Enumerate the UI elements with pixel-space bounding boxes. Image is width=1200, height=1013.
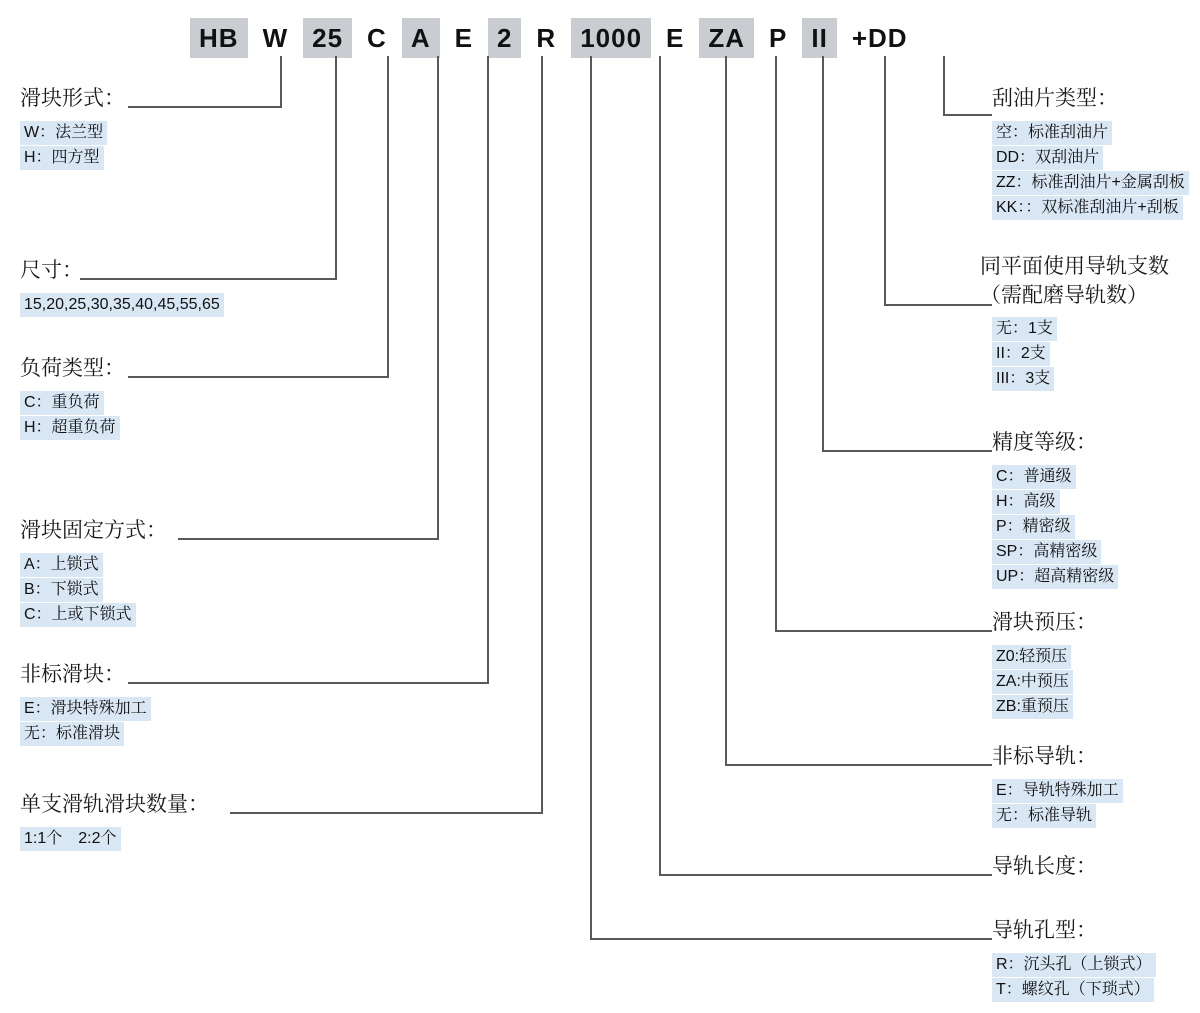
leader-line-fixing <box>437 56 439 540</box>
option-item: C：上或下锁式 <box>20 603 136 627</box>
leader-line-fixing-h <box>178 538 439 540</box>
option-item: C：普通级 <box>992 465 1076 489</box>
leader-line-rail-length <box>659 56 661 876</box>
leader-line-nonstd-slider <box>487 56 489 684</box>
code-segment-p: P <box>769 23 788 53</box>
option-item: DD：双刮油片 <box>992 146 1103 170</box>
leader-line-preload <box>775 56 777 632</box>
code-segment-e1: E <box>454 23 473 53</box>
option-item: H：高级 <box>992 490 1060 514</box>
leader-line-load-type <box>387 56 389 378</box>
option-item: B：下锁式 <box>20 578 103 602</box>
leader-line-accuracy <box>822 56 824 452</box>
leader-line-load-type-h <box>128 376 389 378</box>
option-item: E：滑块特殊加工 <box>20 697 151 721</box>
block-fixing-method-title: 滑块固定方式： <box>20 519 167 542</box>
block-load-type-title: 负荷类型： <box>20 357 125 380</box>
block-accuracy-grade-title: 精度等级： <box>992 431 1097 454</box>
block-nonstandard-slider <box>20 660 151 747</box>
block-rail-count <box>980 252 1169 392</box>
option-item: T：螺纹孔（下琐式） <box>992 978 1154 1002</box>
block-hole-type-title: 导轨孔型： <box>992 919 1097 942</box>
block-rail-count-options <box>992 317 1169 391</box>
option-item: Z0:轻预压 <box>992 645 1071 669</box>
option-item: 15,20,25,30,35,40,45,55,65 <box>20 293 224 317</box>
code-segment-hb: HB <box>190 18 248 58</box>
block-nonstandard-rail-options <box>992 779 1123 828</box>
option-item: II：2支 <box>992 342 1050 366</box>
block-load-type <box>20 354 125 441</box>
leader-line-wiper <box>943 56 945 116</box>
code-segment-dd: +DD <box>851 23 908 53</box>
code-segment-w: W <box>262 23 289 53</box>
block-accuracy-grade <box>992 428 1118 590</box>
block-slider-type <box>20 84 125 171</box>
block-slider-type-title: 滑块形式： <box>20 87 125 110</box>
block-load-type-options <box>20 391 125 440</box>
block-fixing-method-options <box>20 553 167 627</box>
option-item: UP：超高精密级 <box>992 565 1118 589</box>
option-item: SP：高精密级 <box>992 540 1101 564</box>
code-segment-e2: E <box>666 23 685 53</box>
block-slider-quantity-title: 单支滑轨滑块数量： <box>20 793 209 816</box>
code-segment-c: C <box>367 23 387 53</box>
block-preload-title: 滑块预压： <box>992 611 1097 634</box>
block-nonstandard-rail <box>992 742 1123 829</box>
leader-line-preload-h <box>775 630 992 632</box>
option-item: A：上锁式 <box>20 553 103 577</box>
code-segment-2: 2 <box>488 18 521 58</box>
code-segment-25: 25 <box>303 18 352 58</box>
option-item: R：沉头孔（上锁式） <box>992 953 1156 977</box>
leader-line-slider-count <box>541 56 543 814</box>
block-rail-count-subtitle: （需配磨导轨数） <box>980 284 1148 307</box>
option-item: 空：标准刮油片 <box>992 121 1112 145</box>
block-nonstandard-slider-options <box>20 697 151 746</box>
code-segment-1000: 1000 <box>571 18 651 58</box>
block-slider-quantity-options <box>20 827 209 851</box>
block-accuracy-grade-options <box>992 465 1118 589</box>
block-preload <box>992 608 1097 720</box>
block-size <box>20 256 224 318</box>
block-nonstandard-rail-title: 非标导轨： <box>992 745 1097 768</box>
leader-line-size <box>335 56 337 280</box>
code-segment-r: R <box>536 23 557 53</box>
option-item: W：法兰型 <box>20 121 107 145</box>
leader-line-slider-type-h <box>128 106 282 108</box>
option-item: ZB:重预压 <box>992 695 1073 719</box>
option-item: C：重负荷 <box>20 391 104 415</box>
leader-line-nonstd-rail <box>725 56 727 766</box>
code-segment-ii: II <box>802 18 836 58</box>
option-item: H：超重负荷 <box>20 416 120 440</box>
block-hole-type <box>992 916 1156 1003</box>
block-wiper-type-options <box>992 121 1189 220</box>
leader-line-nonstd-slider-h <box>128 682 489 684</box>
option-item: P：精密级 <box>992 515 1075 539</box>
leader-line-hole-type-h <box>590 938 992 940</box>
option-item: E：导轨特殊加工 <box>992 779 1123 803</box>
leader-line-rail-count-h <box>884 304 992 306</box>
leader-line-nonstd-rail-h <box>725 764 992 766</box>
block-wiper-type-title: 刮油片类型： <box>992 87 1118 110</box>
option-item: ZA:中预压 <box>992 670 1073 694</box>
leader-line-wiper-h <box>943 114 992 116</box>
block-preload-options <box>992 645 1097 719</box>
option-item: H：四方型 <box>20 146 104 170</box>
block-rail-count-title: 同平面使用导轨支数 <box>980 255 1169 278</box>
part-number-code <box>190 18 923 58</box>
block-size-options <box>20 293 224 317</box>
code-segment-za: ZA <box>699 18 754 58</box>
option-item: 无：1支 <box>992 317 1057 341</box>
code-segment-a: A <box>402 18 440 58</box>
option-item: 1:1个 2:2个 <box>20 827 121 851</box>
leader-line-slider-count-h <box>230 812 543 814</box>
option-item: 无：标准导轨 <box>992 804 1096 828</box>
block-wiper-type <box>992 84 1189 221</box>
block-nonstandard-slider-title: 非标滑块： <box>20 663 125 686</box>
option-item: ZZ：标准刮油片+金属刮板 <box>992 171 1189 195</box>
block-slider-quantity <box>20 790 209 852</box>
leader-line-accuracy-h <box>822 450 992 452</box>
leader-line-rail-count <box>884 56 886 306</box>
block-fixing-method <box>20 516 167 628</box>
leader-line-rail-length-h <box>659 874 992 876</box>
option-item: III：3支 <box>992 367 1054 391</box>
leader-line-hole-type <box>590 56 592 940</box>
block-rail-length <box>992 852 1097 882</box>
block-slider-type-options <box>20 121 125 170</box>
option-item: KK：：双标准刮油片+刮板 <box>992 196 1183 220</box>
block-rail-length-title: 导轨长度： <box>992 855 1097 878</box>
option-item: 无：标准滑块 <box>20 722 124 746</box>
leader-line-slider-type <box>280 56 282 108</box>
block-hole-type-options <box>992 953 1156 1002</box>
block-size-title: 尺寸： <box>20 259 83 282</box>
